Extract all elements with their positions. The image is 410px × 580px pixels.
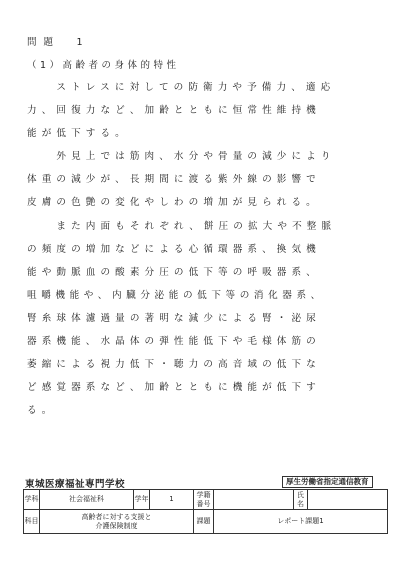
department-label: 学科	[24, 490, 40, 510]
body-line: 能や動脈血の酸素分圧の低下等の呼吸器系、	[27, 266, 321, 278]
body-line: 体重の減少が、長期間に渡る紫外線の影響で	[27, 174, 321, 186]
year-label: 学年	[134, 490, 150, 510]
body-line: 力、回復力など、加齢とともに恒常性維持機	[27, 105, 321, 117]
body-line: 咀嚼機能や、内臓分泌能の低下等の消化器系、	[27, 289, 325, 301]
name-label: 氏名	[294, 490, 308, 510]
student-id-value	[214, 490, 294, 510]
accreditation-stamp: 厚生労働省指定通信教育	[282, 476, 373, 488]
name-value	[308, 490, 388, 510]
body-line: 萎縮による視力低下・聴力の高音域の低下な	[27, 359, 321, 371]
report-body	[27, 76, 377, 422]
section-title: （1）高齢者の身体的特性	[27, 60, 180, 71]
student-id-label: 学籍番号	[194, 490, 214, 510]
body-line: 能が低下する。	[27, 128, 130, 140]
body-line: ストレスに対しての防衛力や予備力、適応	[27, 82, 336, 93]
subject-value-line1: 高齢者に対する支援と	[81, 512, 152, 521]
body-line: 器系機能、水晶体の弾性能低下や毛様体筋の	[27, 336, 321, 348]
body-line: 皮膚の色艶の変化やしわの増加が見られる。	[27, 197, 321, 209]
body-line: 外見上では筋肉、水分や骨量の減少により	[27, 151, 336, 163]
student-info-table	[23, 489, 388, 534]
question-title: 問題 1	[27, 37, 90, 48]
body-line: る。	[27, 405, 57, 417]
department-value: 社会福祉科	[40, 490, 134, 510]
body-line: ど感覚器系など、加齢とともに機能が低下す	[27, 382, 321, 394]
assignment-value: レポート課題1	[214, 510, 388, 534]
subject-value-line2: 介護保険制度	[95, 521, 138, 530]
subject-value	[40, 510, 194, 534]
assignment-label: 課題	[194, 510, 214, 534]
year-value: 1	[150, 490, 194, 510]
body-line: の頻度の増加などによる心循環器系、換気機	[27, 243, 321, 255]
body-line: また内面もそれぞれ、餅圧の拡大や不整脈	[27, 220, 337, 232]
body-line: 腎糸球体濾過量の著明な減少による腎・泌尿	[27, 312, 321, 324]
school-name: 東城医療福祉専門学校	[25, 479, 126, 490]
subject-label: 科目	[24, 510, 40, 534]
